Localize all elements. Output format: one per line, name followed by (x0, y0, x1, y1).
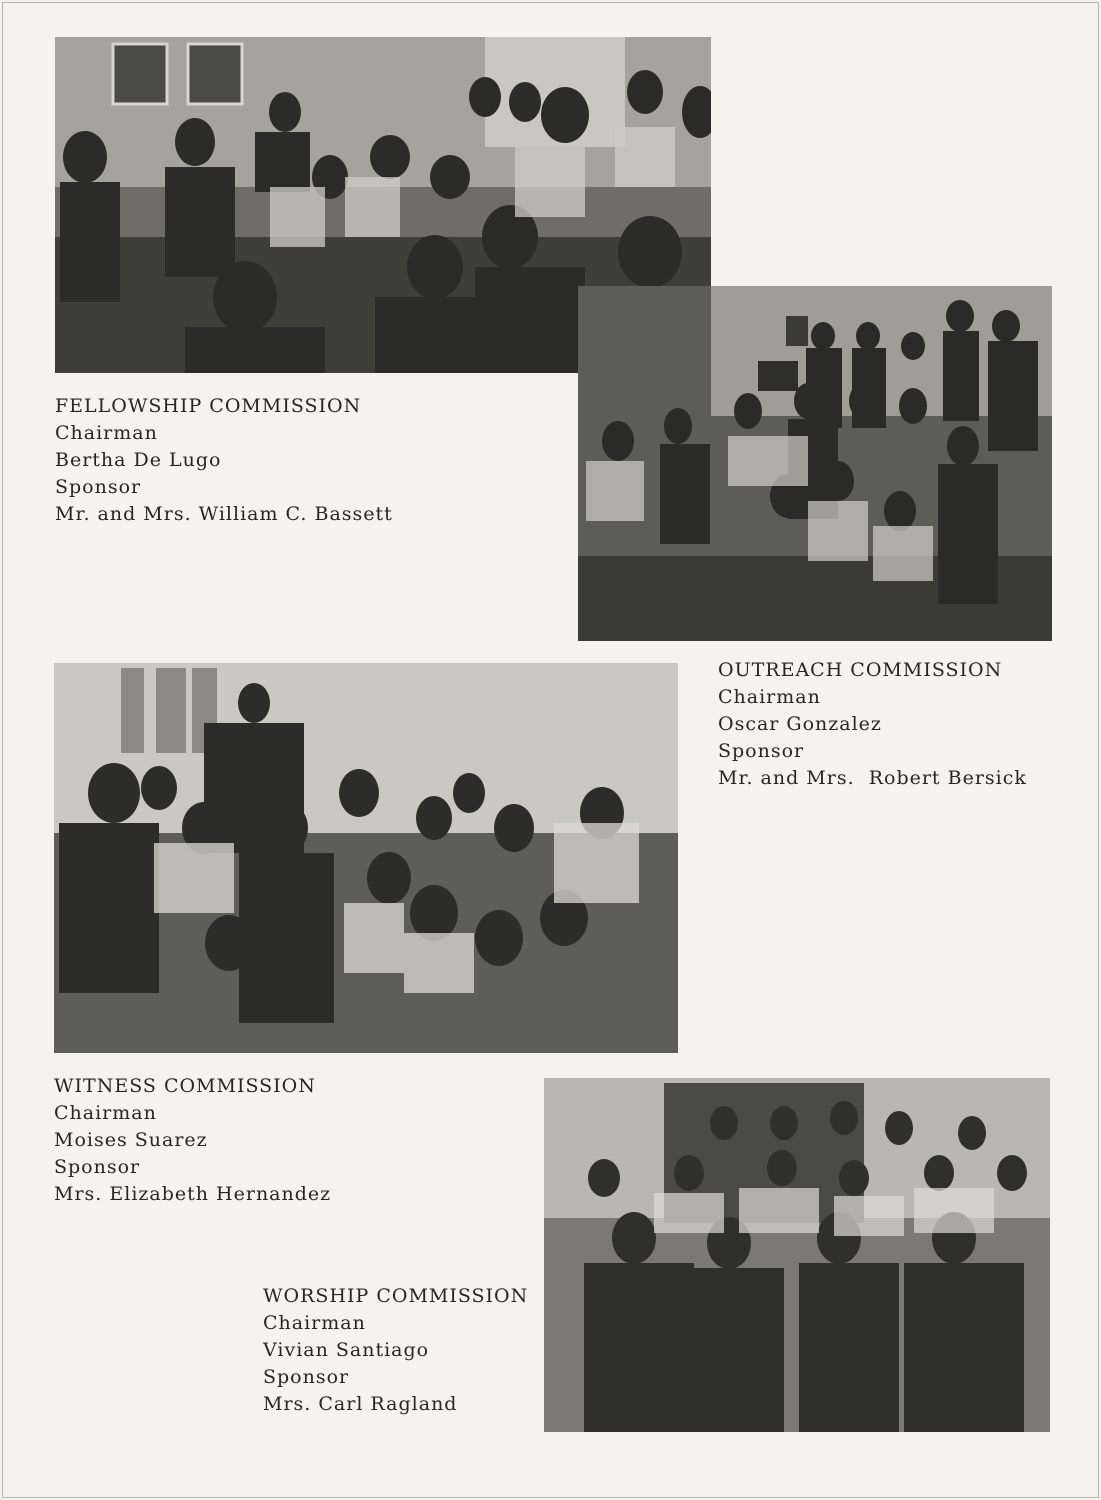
worship-caption (263, 1283, 528, 1418)
worship-chairman-name: Vivian Santiago (263, 1339, 430, 1361)
fellowship-chairman-label: Chairman (55, 422, 158, 444)
fellowship-chairman-name: Bertha De Lugo (55, 449, 222, 471)
witness-sponsor-label: Sponsor (54, 1156, 141, 1178)
outreach-title: OUTREACH COMMISSION (718, 659, 1003, 681)
outreach-caption (718, 657, 1027, 792)
witness-caption (54, 1073, 331, 1208)
worship-sponsor-label: Sponsor (263, 1366, 350, 1388)
outreach-sponsor-name: Mr. and Mrs. Robert Bersick (718, 767, 1027, 789)
fellowship-caption (55, 393, 393, 528)
worship-chairman-label: Chairman (263, 1312, 366, 1334)
witness-chairman-label: Chairman (54, 1102, 157, 1124)
witness-group-photo (54, 663, 678, 1053)
witness-sponsor-name: Mrs. Elizabeth Hernandez (54, 1183, 332, 1205)
witness-title: WITNESS COMMISSION (54, 1075, 316, 1097)
worship-title: WORSHIP COMMISSION (263, 1285, 529, 1307)
witness-chairman-name: Moises Suarez (54, 1129, 208, 1151)
outreach-chairman-name: Oscar Gonzalez (718, 713, 882, 735)
worship-group-photo (544, 1078, 1050, 1432)
outreach-sponsor-label: Sponsor (718, 740, 805, 762)
fellowship-sponsor-name: Mr. and Mrs. William C. Bassett (55, 503, 393, 525)
fellowship-title: FELLOWSHIP COMMISSION (55, 395, 362, 417)
fellowship-sponsor-label: Sponsor (55, 476, 142, 498)
worship-sponsor-name: Mrs. Carl Ragland (263, 1393, 458, 1415)
outreach-group-photo (578, 286, 1052, 641)
outreach-chairman-label: Chairman (718, 686, 821, 708)
